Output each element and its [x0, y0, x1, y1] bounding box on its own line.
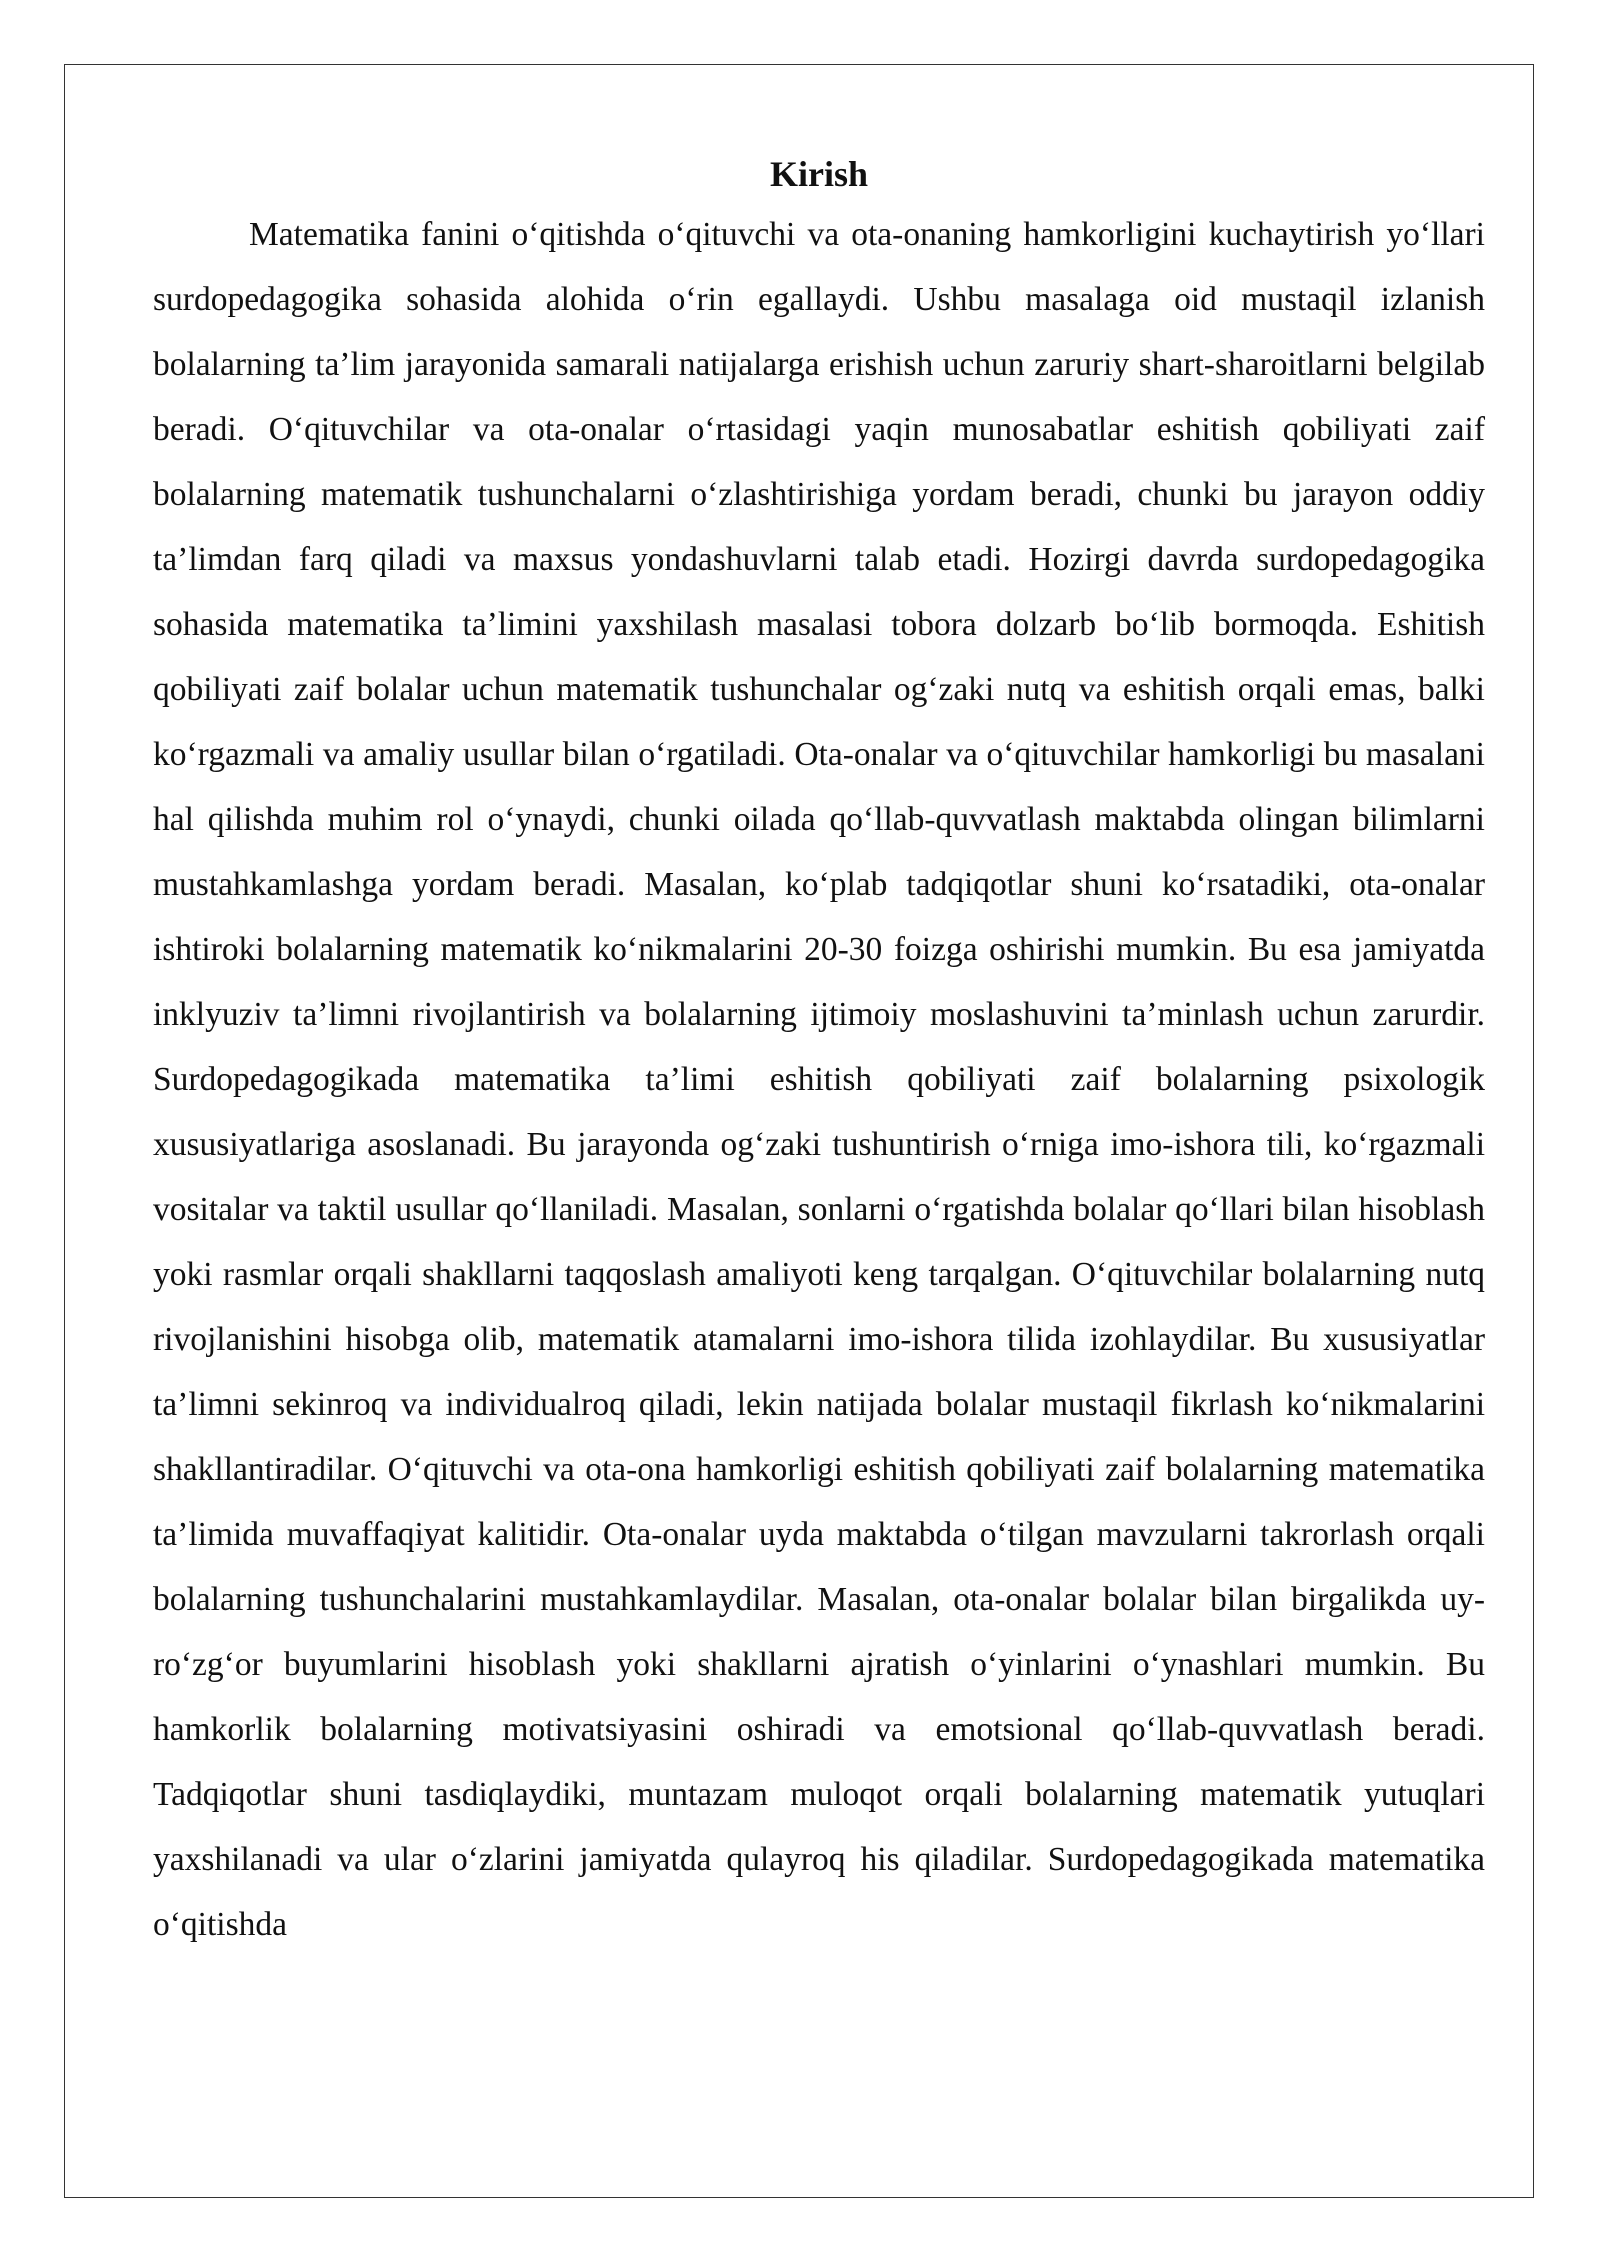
- document-content: [153, 146, 1485, 1957]
- body-paragraph: Matematika fanini o‘qitishda o‘qituvchi va ota-onaning hamkorligini kuchaytirish yo‘llari surdopedagogika sohasida alohida o‘rin egallaydi. Ushbu masalaga oid mustaqil izlanish bolalarning ta’lim jarayonida samarali natijalarga erishish uchun zaruriy shart-sharoitlarni belgilab beradi. O‘qituvchilar va ota-onalar o‘rtasidagi yaqin munosabatlar eshitish qobiliyati zaif bolalarning matematik tushunchalarni o‘zlashtirishiga yordam beradi, chunki bu jarayon oddiy ta’limdan farq qiladi va maxsus yondashuvlarni talab etadi. Hozirgi davrda surdopedagogika sohasida matematika ta’limini yaxshilash masalasi tobora dolzarb bo‘lib bormoqda. Eshitish qobiliyati zaif bolalar uchun matematik tushunchalar og‘zaki nutq va eshitish orqali emas, balki ko‘rgazmali va amaliy usullar bilan o‘rgatiladi. Ota-onalar va o‘qituvchilar hamkorligi bu masalani hal qilishda muhim rol o‘ynaydi, chunki oilada qo‘llab-quvvatlash maktabda olingan bilimlarni mustahkamlashga yordam beradi. Masalan, ko‘plab tadqiqotlar shuni ko‘rsatadiki, ota-onalar ishtiroki bolalarning matematik ko‘nikmalarini 20-30 foizga oshirishi mumkin. Bu esa jamiyatda inklyuziv ta’limni rivojlantirish va bolalarning ijtimoiy moslashuvini ta’minlash uchun zarurdir. Surdopedagogikada matematika ta’limi eshitish qobiliyati zaif bolalarning psixologik xususiyatlariga asoslanadi. Bu jarayonda og‘zaki tushuntirish o‘rniga imo-ishora tili, ko‘rgazmali vositalar va taktil usullar qo‘llaniladi. Masalan, sonlarni o‘rgatishda bolalar qo‘llari bilan hisoblash yoki rasmlar orqali shakllarni taqqoslash amaliyoti keng tarqalgan. O‘qituvchilar bolalarning nutq rivojlanishini hisobga olib, matematik atamalarni imo-ishora tilida izohlaydilar. Bu xususiyatlar ta’limni sekinroq va individualroq qiladi, lekin natijada bolalar mustaqil fikrlash ko‘nikmalarini shakllantiradilar. O‘qituvchi va ota-ona hamkorligi eshitish qobiliyati zaif bolalarning matematika ta’limida muvaffaqiyat kalitidir. Ota-onalar uyda maktabda o‘tilgan mavzularni takrorlash orqali bolalarning tushunchalarini mustahkamlaydilar. Masalan, ota-onalar bolalar bilan birgalikda uy-ro‘zg‘or buyumlarini hisoblash yoki shakllarni ajratish o‘yinlarini o‘ynashlari mumkin. Bu hamkorlik bolalarning motivatsiyasini oshiradi va emotsional qo‘llab-quvvatlash beradi. Tadqiqotlar shuni tasdiqlaydiki, muntazam muloqot orqali bolalarning matematik yutuqlari yaxshilanadi va ular o‘zlarini jamiyatda qulayroq his qiladilar. Surdopedagogikada matematika o‘qitishda: [153, 216, 1485, 1943]
- page-title: Kirish: [769, 154, 868, 194]
